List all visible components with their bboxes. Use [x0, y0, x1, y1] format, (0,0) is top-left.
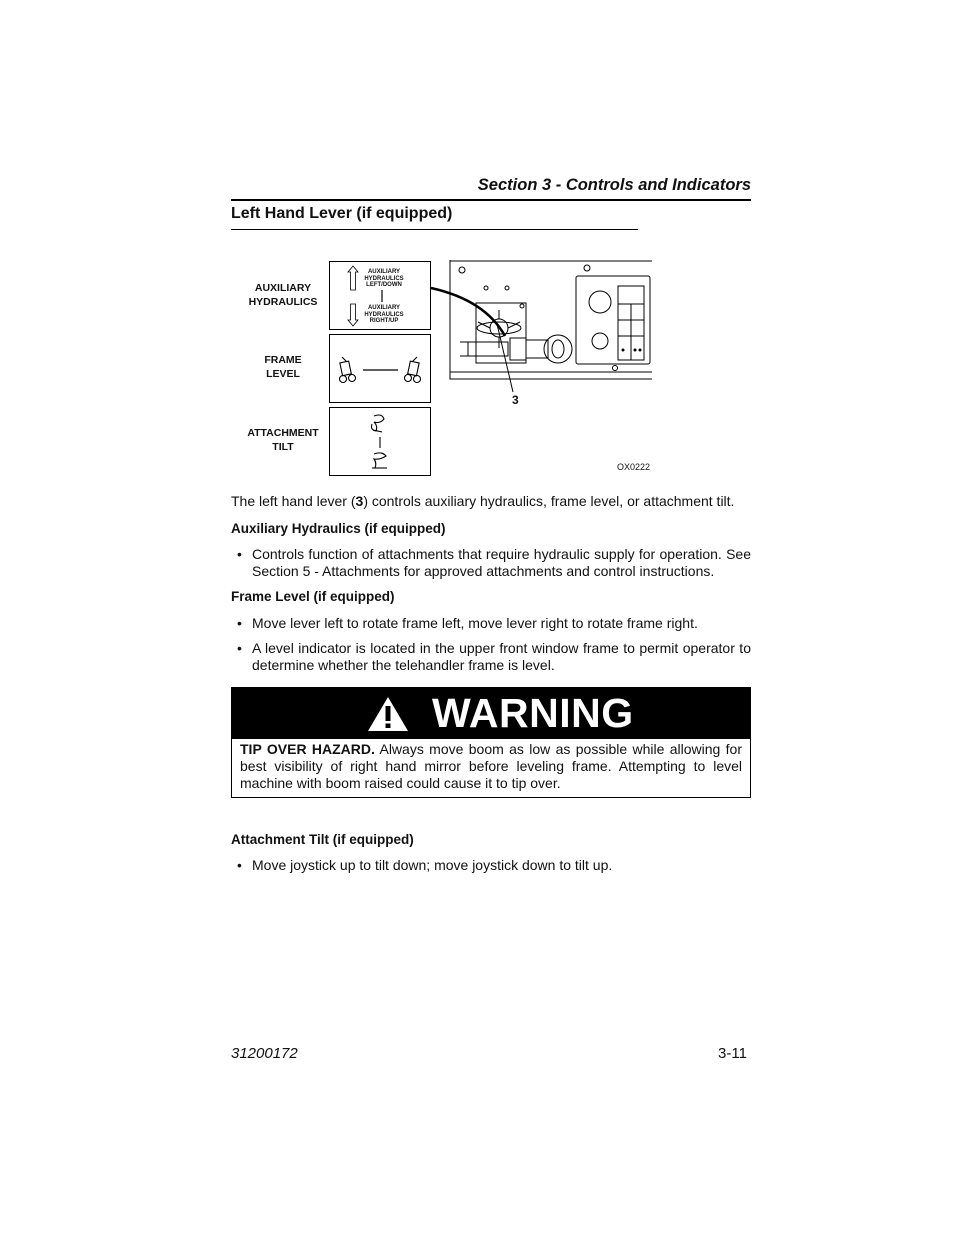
bullet-dot: • [237, 615, 242, 631]
frame-tilt-icon [330, 335, 430, 402]
figure-id: OX0222 [617, 462, 651, 472]
title-rule [231, 229, 638, 230]
aux-bullet: Controls function of attachments that require hydraulic supply for operation. See Section 5 - Attachments for approved attachments and control instructions. [252, 546, 751, 579]
bullet-dot: • [237, 857, 242, 873]
warning-text: TIP OVER HAZARD. Always move boom as low as possible while allowing for best visibility of right hand mirror before leveling frame. Attempting to level machine with boom raised could cause it to tip over. [240, 741, 742, 791]
aux-hydraulics-label: AUXILIARY HYDRAULICS [248, 282, 318, 308]
tilt-bullet: Move joystick up to tilt down; move joystick down to tilt up. [252, 857, 613, 873]
fork-tilt-icon [330, 408, 430, 475]
callout-leader-lines [425, 280, 545, 400]
bullet-dot: • [237, 546, 242, 562]
frame-level-label: FRAME LEVEL [264, 354, 302, 380]
aux-down-text: AUXILIARY HYDRAULICS RIGHT/UP [364, 305, 404, 324]
aux-heading: Auxiliary Hydraulics (if equipped) [231, 521, 446, 536]
aux-up-text: AUXILIARY HYDRAULICS LEFT/DOWN [364, 269, 404, 288]
frame-heading: Frame Level (if equipped) [231, 589, 395, 604]
doc-number: 31200172 [231, 1045, 298, 1062]
tilt-heading: Attachment Tilt (if equipped) [231, 832, 414, 847]
frame-bullet-2: A level indicator is located in the upper front window frame to permit operator to determine whether the telehandler frame is level. [252, 640, 751, 673]
warning-word: WARNING [432, 690, 634, 736]
callout-number: 3 [512, 393, 519, 407]
section-rule [231, 199, 751, 201]
page-number: 3-11 [718, 1045, 747, 1062]
aux-hydraulics-decal [329, 261, 431, 330]
bullet-dot: • [237, 640, 242, 656]
frame-bullet-1: Move lever left to rotate frame left, move lever right to rotate frame right. [252, 615, 698, 631]
attachment-tilt-decal [329, 407, 431, 476]
frame-level-decal [329, 334, 431, 403]
attachment-tilt-label: ATTACHMENT TILT [247, 427, 319, 453]
section-header: Section 3 - Controls and Indicators [477, 176, 751, 194]
intro-paragraph: The left hand lever (3) controls auxiliary hydraulics, frame level, or attachment tilt. [231, 493, 735, 509]
page-title: Left Hand Lever (if equipped) [231, 205, 453, 222]
warning-triangle-icon [366, 695, 410, 733]
